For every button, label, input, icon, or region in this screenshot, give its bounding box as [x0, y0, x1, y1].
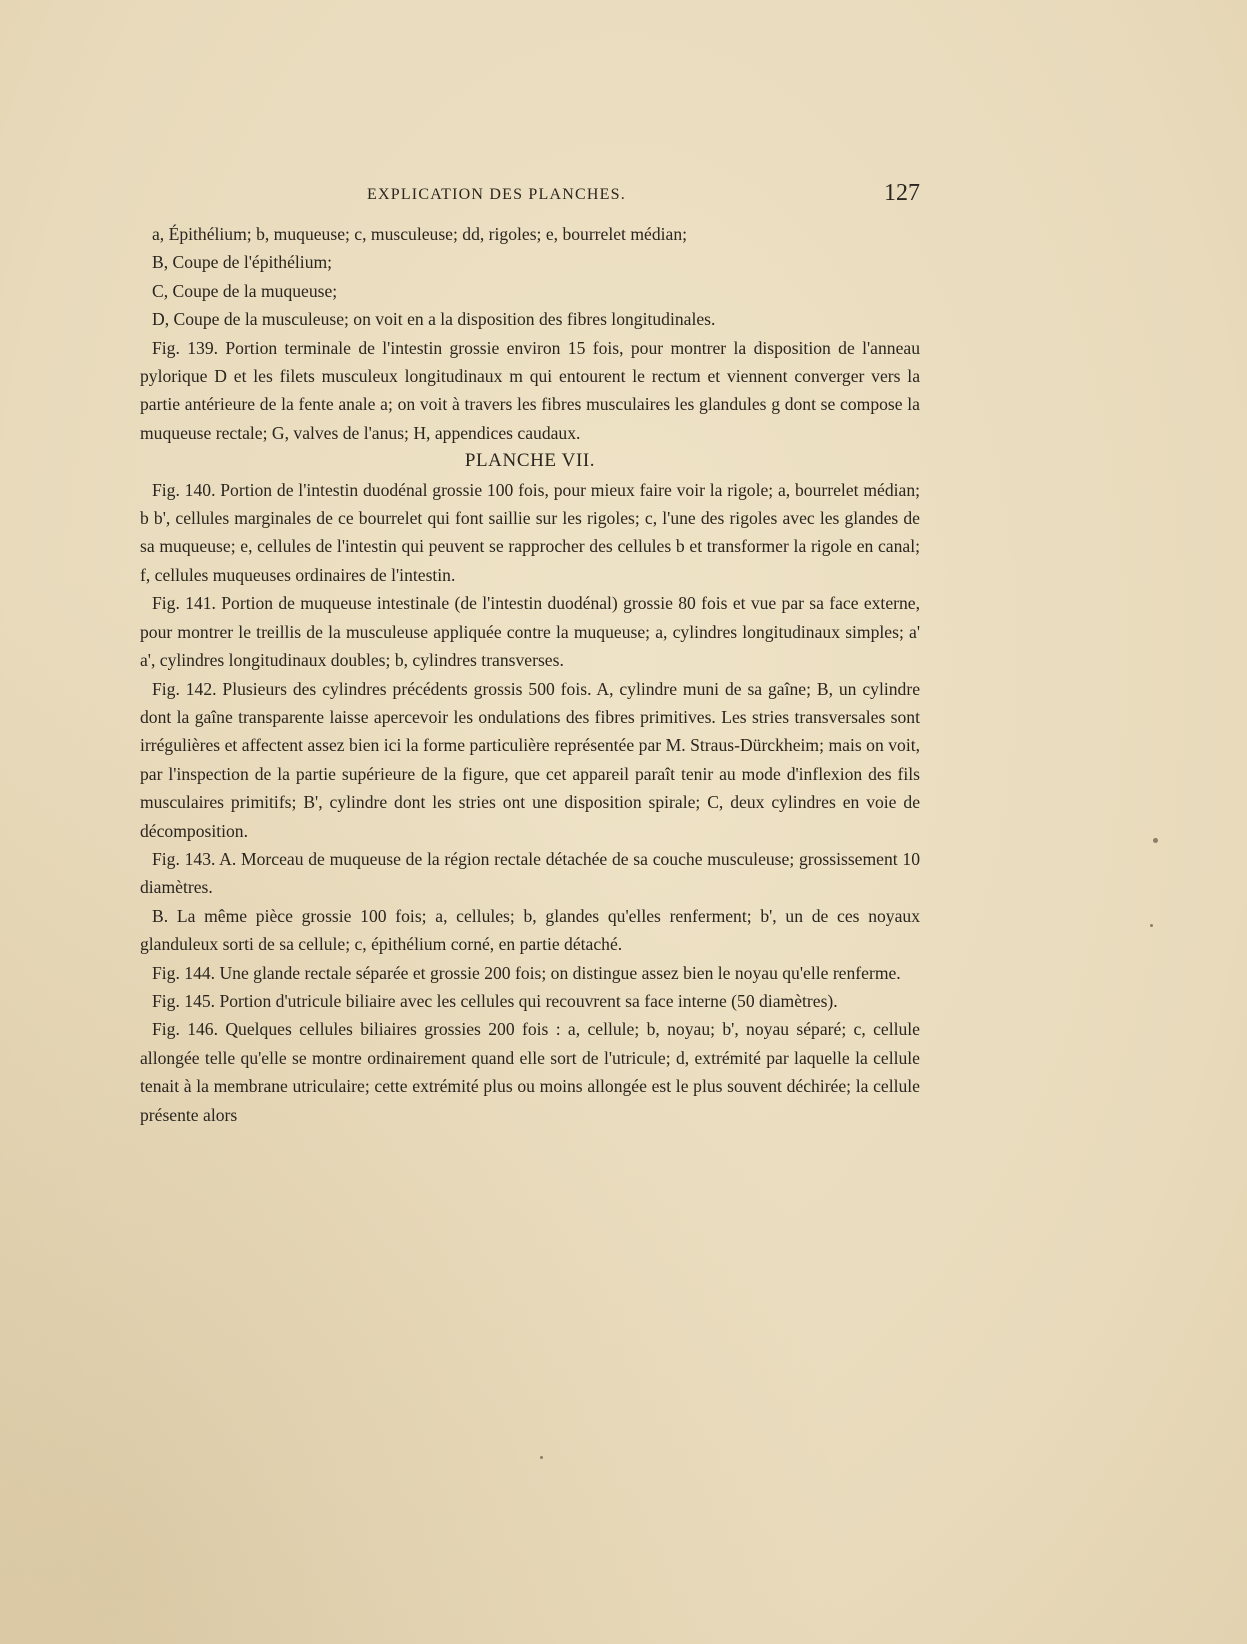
plate-heading: PLANCHE VII. — [464, 450, 596, 472]
paragraph-legend-c: C, Coupe de la muqueuse; — [152, 280, 338, 301]
paper-speck — [1150, 924, 1153, 927]
paragraph-fig-141: Fig. 141. Portion de muqueuse intestinale (de l'intestin duodénal) grossie 80 fois et vue par sa face externe, pour montrer le treillis de la musculeuse appliquée contre la muqueuse; a, cylindres longitudinaux simples; a' a', cylindres longitudinaux doubles; b, cylindres transverses. — [140, 593, 920, 671]
running-title: EXPLICATION DES PLANCHES. — [367, 186, 626, 203]
paragraph-fig-143-b: B. La même pièce grossie 100 fois; a, cellules; b, glandes qu'elles renferment; b', un de ces noyaux glanduleux sorti de sa cellule; c, épithélium corné, en partie détaché. — [140, 905, 920, 955]
paragraph-fig-139: Fig. 139. Portion terminale de l'intestin grossie environ 15 fois, pour montrer la disposition de l'anneau pylorique D et les filets musculeux longitudinaux m qui entourent le rectum et viennent converger vers la partie antérieure de la fente anale a; on voit à travers les fibres musculaires les glandules g dont se compose la muqueuse rectale; G, valves de l'anus; H, appendices caudaux. — [140, 337, 920, 443]
paragraph-legend-a: a, Épithélium; b, muqueuse; c, musculeuse; dd, rigoles; e, bourrelet médian; — [152, 224, 688, 244]
paragraph-legend-b: B, Coupe de l'épithélium; — [152, 252, 333, 273]
page-number: 127 — [884, 180, 920, 206]
paragraph-legend-d: D, Coupe de la musculeuse; on voit en a la disposition des fibres longitudinales. — [152, 309, 716, 330]
paragraph-fig-142: Fig. 142. Plusieurs des cylindres précédents grossis 500 fois. A, cylindre muni de sa gaîne; B, un cylindre dont la gaîne transparente laisse apercevoir les ondulations des fibres primitives. Les stries transversales sont irrégulières et affectent assez bien ici la forme particulière représentée par M. Straus-Dürckheim; mais on voit, par l'inspection de la partie supérieure de la figure, que cet appareil paraît tenir au mode d'inflexion des fils musculaires primitifs; B', cylindre dont les stries ont une disposition spirale; C, deux cylindres en voie de décomposition. — [140, 678, 920, 841]
paper-speck — [1153, 838, 1158, 843]
paragraph-fig-144: Fig. 144. Une glande rectale séparée et grossie 200 fois; on distingue assez bien le noyau qu'elle renferme. — [152, 962, 901, 983]
paragraph-fig-145: Fig. 145. Portion d'utricule biliaire avec les cellules qui recouvrent sa face interne (50 diamètres). — [152, 990, 838, 1011]
paragraph-fig-140: Fig. 140. Portion de l'intestin duodénal grossie 100 fois, pour mieux faire voir la rigole; a, bourrelet médian; b b', cellules marginales de ce bourrelet qui font saillie sur les rigoles; c, l'une des rigoles avec les glandes de sa muqueuse; e, cellules de l'intestin qui peuvent se rapprocher des cellules b et transformer la rigole en canal; f, cellules muqueuses ordinaires de l'intestin. — [140, 479, 920, 585]
body-text — [140, 220, 920, 1129]
paper-speck — [540, 1456, 543, 1459]
paragraph-fig-146: Fig. 146. Quelques cellules biliaires grossies 200 fois : a, cellule; b, noyau; b', noyau séparé; c, cellule allongée telle qu'elle se montre ordinairement quand elle sort de l'utricule; d, extrémité par laquelle la cellule tenait à la membrane utriculaire; cette extrémité plus ou moins allongée est le plus souvent déchirée; la cellule présente alors — [140, 1019, 920, 1125]
page-header — [140, 180, 920, 214]
paragraph-fig-143-a: Fig. 143. A. Morceau de muqueuse de la région rectale détachée de sa couche musculeuse; grossissement 10 diamètres. — [140, 848, 920, 898]
